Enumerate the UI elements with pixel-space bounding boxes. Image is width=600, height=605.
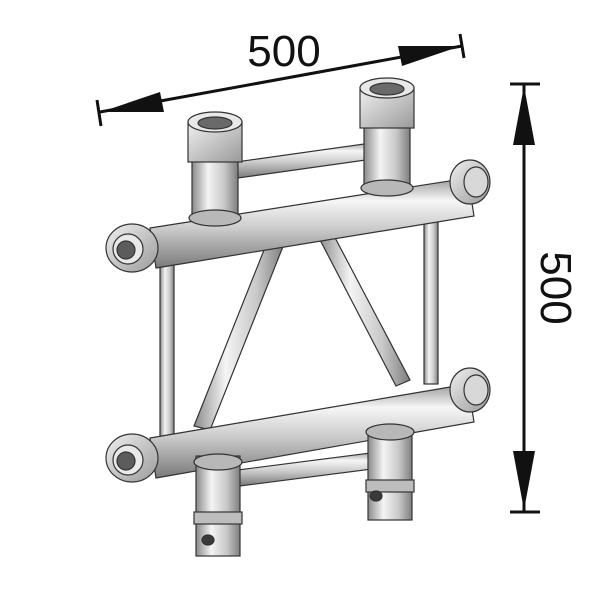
height-dimension <box>510 84 580 512</box>
height-arrow-top <box>513 86 535 145</box>
bottom-right-post <box>368 430 412 520</box>
top-left-socket-hole <box>198 117 232 129</box>
right-diagonal-brace <box>318 232 410 386</box>
upper-right-junction-weld <box>361 180 413 196</box>
bottom-right-collar <box>366 480 414 492</box>
bottom-left-pin-hole <box>202 535 214 545</box>
upper-right-end-socket-rim <box>464 167 488 197</box>
upper-left-end-socket-hole <box>117 241 135 259</box>
lower-right-end-socket-rim <box>464 375 488 405</box>
truss-structure <box>106 78 490 556</box>
width-arrow-left <box>101 92 164 112</box>
rear-upper-tube <box>236 142 380 178</box>
height-label: 500 <box>531 251 580 325</box>
lower-left-end-socket-hole <box>117 452 135 470</box>
right-vertical-rail <box>424 214 438 384</box>
upper-left-junction-weld <box>189 210 241 226</box>
left-diagonal-brace <box>194 240 284 430</box>
width-arrow-right <box>398 46 461 66</box>
bottom-right-pin-hole <box>370 491 382 501</box>
left-vertical-rail <box>160 262 174 442</box>
lower-left-junction-weld <box>194 454 242 470</box>
lower-right-junction-weld <box>366 424 414 440</box>
height-arrow-bottom <box>513 451 535 510</box>
top-right-socket-hole <box>370 83 404 95</box>
width-tick-left <box>97 100 101 126</box>
width-label: 500 <box>247 27 321 76</box>
bottom-left-collar <box>194 512 242 524</box>
